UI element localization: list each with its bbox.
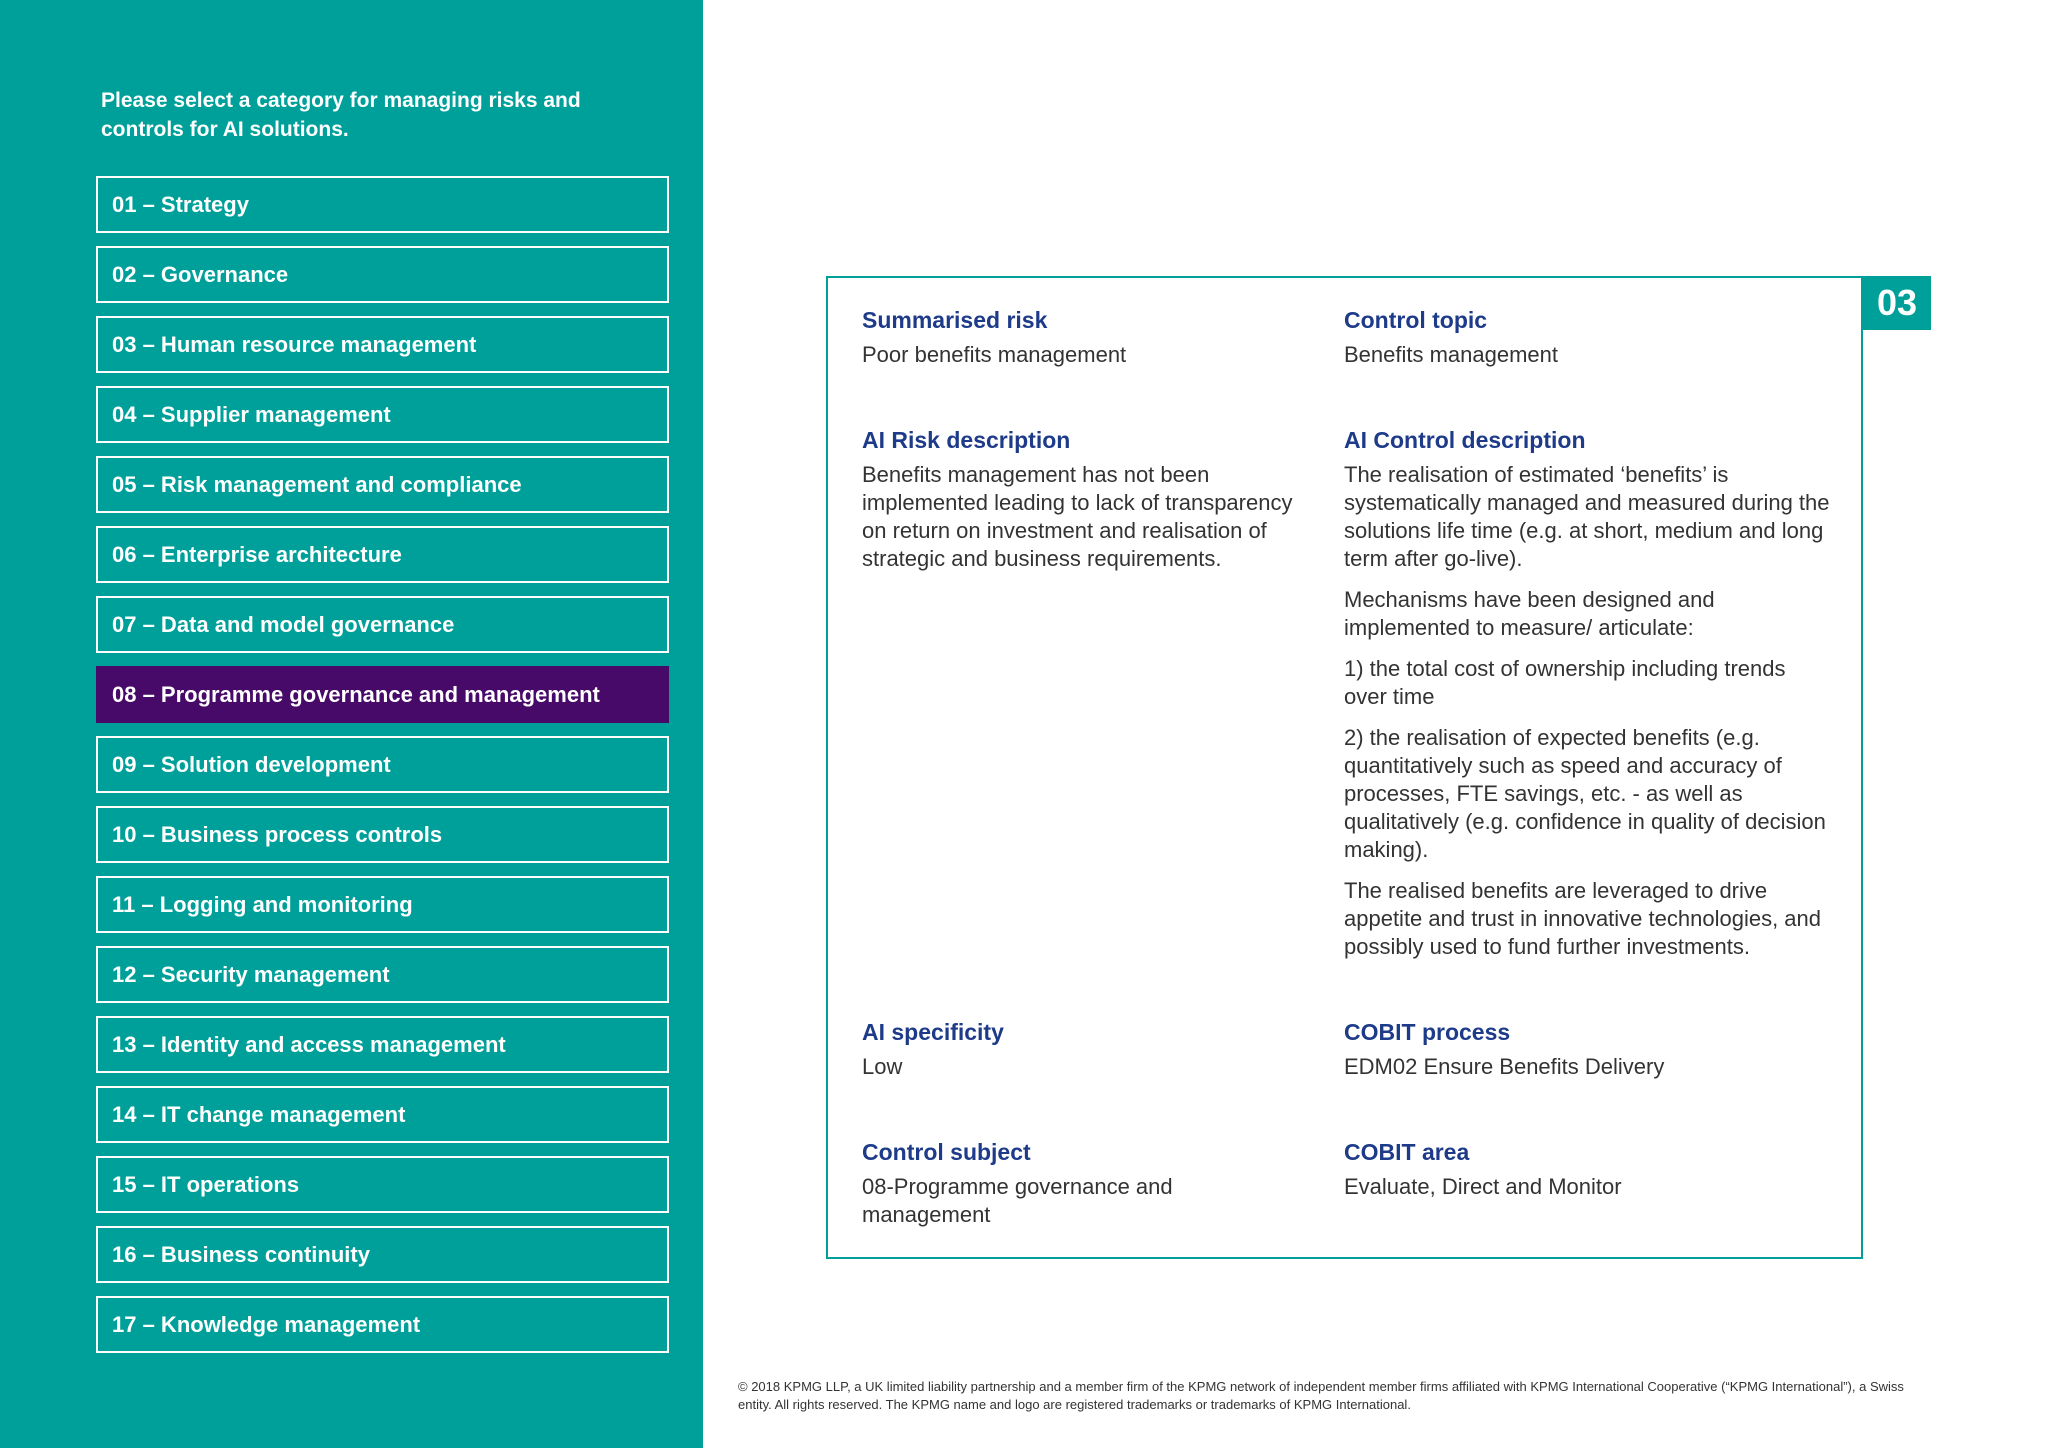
ai-specificity-value: Low [862, 1054, 903, 1079]
category-item[interactable]: 16 – Business continuity [96, 1226, 669, 1283]
control-subject-field [862, 1138, 1222, 1229]
control-description-paragraph: 1) the total cost of ownership including trends over time [1344, 656, 1786, 709]
control-description-paragraph: 2) the realisation of expected benefits (e.g. quantitatively such as speed and accuracy of processes, FTE savings, etc. - as well as qualitatively (e.g. confidence in quality of decision making). [1344, 725, 1826, 862]
ai-risk-description-field [862, 426, 1302, 573]
category-item[interactable]: 10 – Business process controls [96, 806, 669, 863]
category-sidebar [0, 0, 703, 1448]
control-subject-label: Control subject [862, 1139, 1031, 1165]
category-item[interactable]: 14 – IT change management [96, 1086, 669, 1143]
sidebar-intro: Please select a category for managing risks and controls for AI solutions. [101, 89, 581, 141]
category-item[interactable]: 12 – Security management [96, 946, 669, 1003]
control-topic-field [1344, 306, 1784, 369]
category-item[interactable]: 02 – Governance [96, 246, 669, 303]
ai-control-description-label: AI Control description [1344, 427, 1586, 453]
cobit-process-label: COBIT process [1344, 1019, 1511, 1045]
category-item[interactable]: 01 – Strategy [96, 176, 669, 233]
summarised-risk-field [862, 306, 1302, 369]
ai-risk-description-value: Benefits management has not been implemented leading to lack of transparency on return on investment and realisation of strategic and business requirements. [862, 462, 1293, 571]
control-description-paragraph: Mechanisms have been designed and implemented to measure/ articulate: [1344, 587, 1715, 640]
cobit-area-value: Evaluate, Direct and Monitor [1344, 1174, 1622, 1199]
summarised-risk-value: Poor benefits management [862, 342, 1127, 367]
control-subject-value: 08-Programme governance and management [862, 1174, 1173, 1227]
category-item[interactable]: 17 – Knowledge management [96, 1296, 669, 1353]
category-item[interactable]: 03 – Human resource management [96, 316, 669, 373]
category-item[interactable]: 07 – Data and model governance [96, 596, 669, 653]
summarised-risk-label: Summarised risk [862, 307, 1048, 333]
ai-control-description-field [1344, 426, 1834, 974]
control-topic-value: Benefits management [1344, 342, 1559, 367]
control-description-paragraph: The realisation of estimated ‘benefits’ is systematically managed and measured during the solutions life time (e.g. at short, medium and long term after go-live). [1344, 462, 1830, 571]
cobit-process-value: EDM02 Ensure Benefits Delivery [1344, 1054, 1665, 1079]
category-item[interactable]: 15 – IT operations [96, 1156, 669, 1213]
copyright-footer: © 2018 KPMG LLP, a UK limited liability partnership and a member firm of the KPMG network of independent member firms affiliated with KPMG International Cooperative (“KPMG International”), a Swiss entity. All rights reserved. The KPMG name and logo are registered trademarks or trademarks of KPMG International. [738, 1379, 1904, 1412]
category-item[interactable]: 04 – Supplier management [96, 386, 669, 443]
control-topic-label: Control topic [1344, 307, 1488, 333]
category-item[interactable]: 06 – Enterprise architecture [96, 526, 669, 583]
cobit-area-label: COBIT area [1344, 1139, 1470, 1165]
ai-specificity-label: AI specificity [862, 1019, 1004, 1045]
category-item[interactable]: 05 – Risk management and compliance [96, 456, 669, 513]
ai-control-description-value [1344, 461, 1834, 961]
control-description-paragraph: The realised benefits are leveraged to drive appetite and trust in innovative technologies, and possibly used to fund further investments. [1344, 878, 1821, 959]
cobit-area-field [1344, 1138, 1784, 1201]
control-card [826, 276, 1863, 1259]
category-list [96, 176, 669, 1366]
category-item[interactable]: 13 – Identity and access management [96, 1016, 669, 1073]
category-item[interactable]: 11 – Logging and monitoring [96, 876, 669, 933]
category-item[interactable]: 08 – Programme governance and management [96, 666, 669, 723]
section-number-badge: 03 [1863, 276, 1931, 330]
cobit-process-field [1344, 1018, 1784, 1081]
category-item[interactable]: 09 – Solution development [96, 736, 669, 793]
ai-risk-description-label: AI Risk description [862, 427, 1071, 453]
ai-specificity-field [862, 1018, 1302, 1081]
